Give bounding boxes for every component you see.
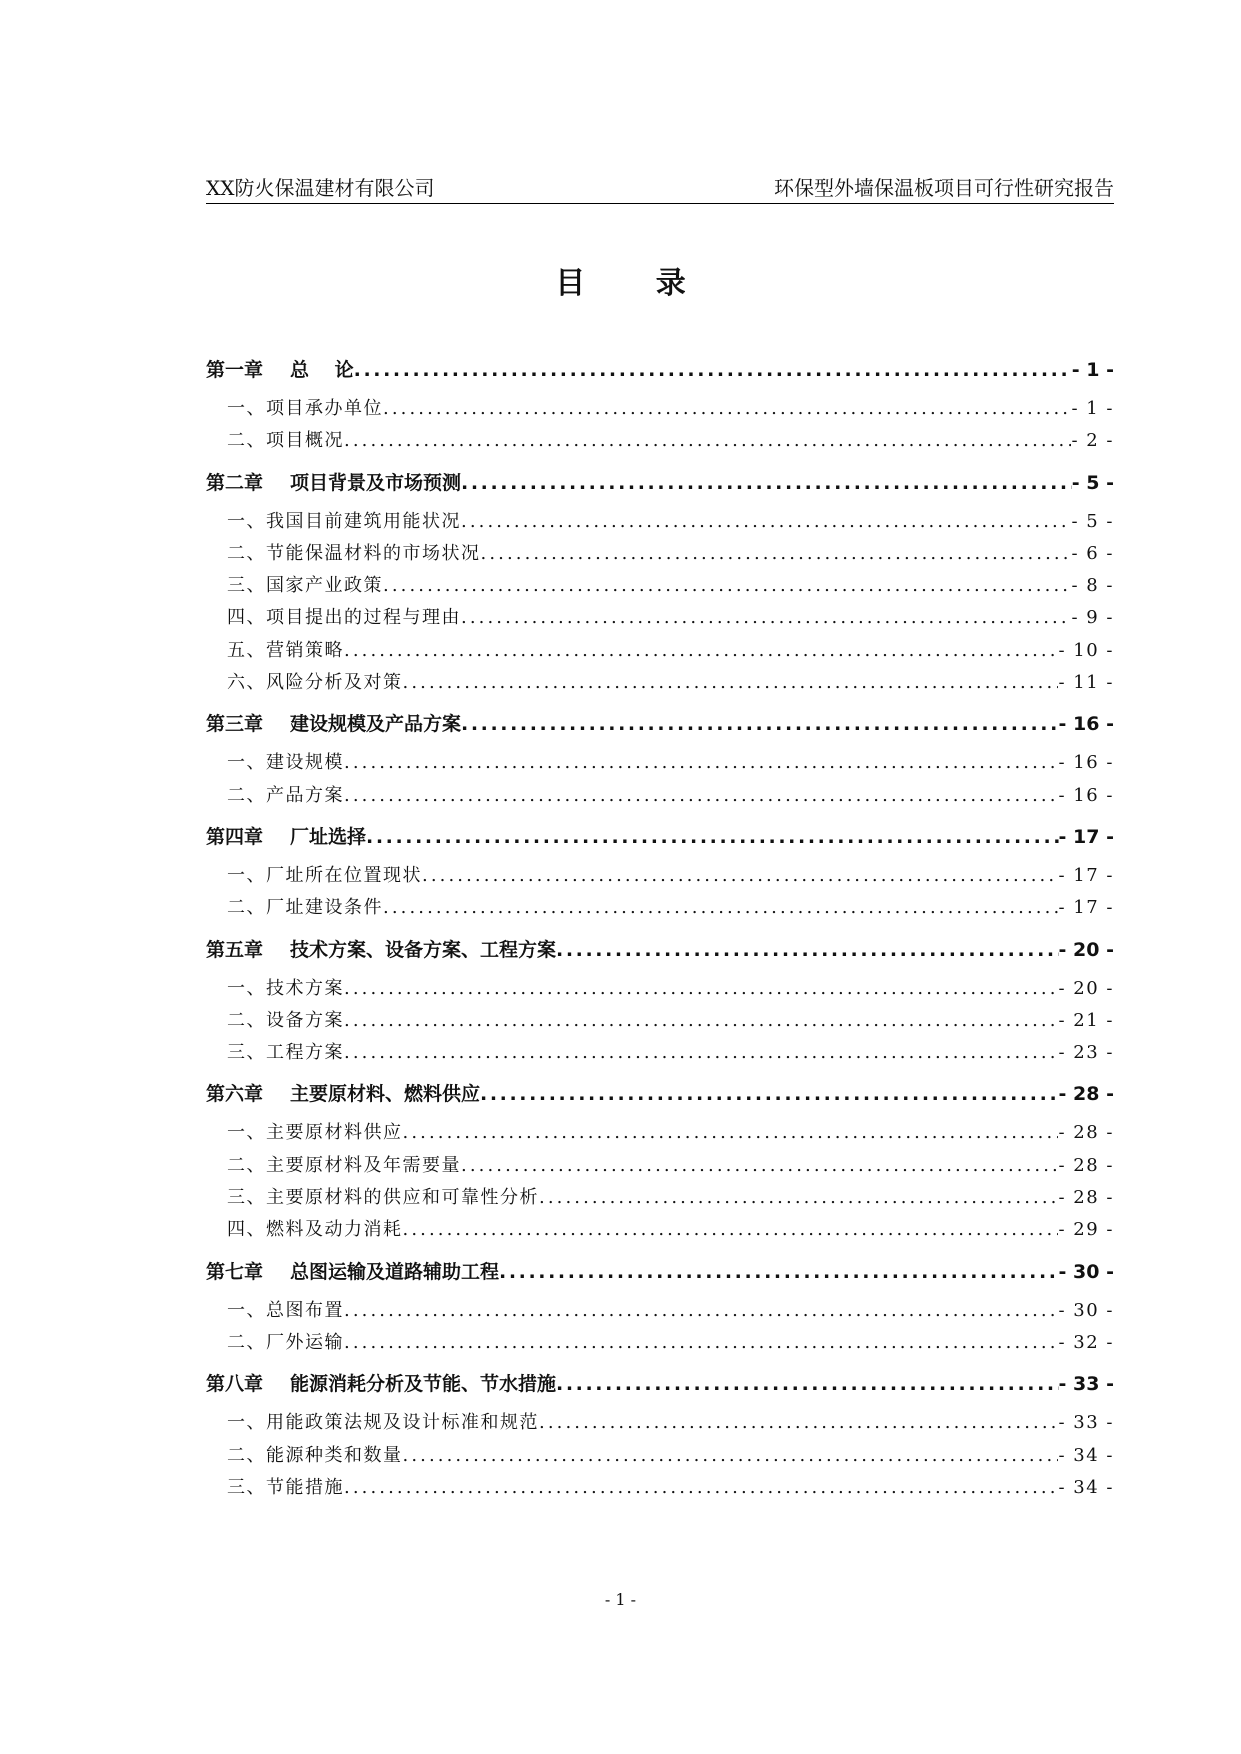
page-number: - 1 - <box>604 1590 637 1609</box>
dot-leader <box>499 1254 1059 1291</box>
toc-section-label: 二、项目概况 <box>227 430 344 452</box>
toc-section-entry[interactable] <box>206 1327 1114 1359</box>
toc-section-entry[interactable] <box>206 1182 1114 1214</box>
toc-chapter-title: 总图运输及道路辅助工程 <box>290 1260 500 1283</box>
toc-section-label: 二、厂外运输 <box>227 1331 344 1353</box>
toc-section-page: - 21 - <box>1058 1009 1114 1031</box>
dot-leader <box>344 1005 1058 1037</box>
toc-section-page: - 28 - <box>1058 1154 1114 1176</box>
toc-chapter-page: - 1 - <box>1071 359 1114 381</box>
dot-leader <box>539 1182 1058 1214</box>
dot-leader <box>344 780 1058 812</box>
toc-section-page: - 23 - <box>1058 1042 1114 1064</box>
toc-section-label: 六、风险分析及对策 <box>227 672 403 694</box>
toc-chapter-number: 第四章 <box>206 825 264 848</box>
toc-chapter-title: 总 论 <box>290 359 354 381</box>
header-company-name: XX防火保温建材有限公司 <box>206 176 435 200</box>
toc-chapter-number: 第二章 <box>206 471 264 494</box>
toc-section-entry[interactable] <box>206 1295 1114 1327</box>
toc-section-label: 四、燃料及动力消耗 <box>227 1219 403 1241</box>
toc-section-label: 一、技术方案 <box>227 977 344 999</box>
dot-leader <box>422 860 1058 892</box>
toc-section-entry[interactable] <box>206 602 1114 634</box>
toc-chapter-number: 第七章 <box>206 1260 264 1283</box>
dot-leader <box>344 1295 1058 1327</box>
dot-leader <box>461 465 1072 502</box>
toc-section-page: - 34 - <box>1058 1444 1114 1466</box>
toc-chapter-page: - 20 - <box>1058 938 1114 961</box>
table-of-contents <box>206 352 1114 1504</box>
toc-chapter-number: 第八章 <box>206 1373 264 1396</box>
toc-chapter-title: 厂址选择 <box>290 825 367 848</box>
toc-section-page: - 29 - <box>1058 1219 1114 1241</box>
dot-leader <box>344 973 1058 1005</box>
toc-chapter-label <box>206 1076 480 1113</box>
toc-chapter-entry[interactable] <box>206 819 1114 856</box>
toc-section-label: 二、厂址建设条件 <box>227 897 383 919</box>
toc-section-entry[interactable] <box>206 747 1114 779</box>
toc-section-page: - 33 - <box>1058 1412 1114 1434</box>
toc-chapter-number: 第五章 <box>206 938 264 961</box>
toc-section-page: - 2 - <box>1071 430 1114 452</box>
toc-chapter-label <box>206 1254 499 1291</box>
toc-section-label: 二、主要原材料及年需要量 <box>227 1154 461 1176</box>
toc-chapter-label <box>206 706 461 743</box>
dot-leader <box>344 1327 1058 1359</box>
toc-section-entry[interactable] <box>206 393 1114 425</box>
toc-chapter-entry[interactable] <box>206 932 1114 969</box>
toc-section-entry[interactable] <box>206 1214 1114 1246</box>
toc-section-entry[interactable] <box>206 1037 1114 1069</box>
toc-section-entry[interactable] <box>206 1472 1114 1504</box>
dot-leader <box>403 1214 1059 1246</box>
toc-section-page: - 1 - <box>1071 398 1114 419</box>
toc-section-page: - 17 - <box>1058 864 1114 886</box>
toc-section-page: - 32 - <box>1058 1331 1114 1353</box>
dot-leader <box>461 506 1071 538</box>
dot-leader <box>403 1117 1059 1149</box>
toc-section-page: - 16 - <box>1058 752 1114 774</box>
dot-leader <box>556 1366 1059 1403</box>
toc-chapter-title: 项目背景及市场预测 <box>290 471 462 494</box>
toc-section-page: - 34 - <box>1058 1476 1114 1498</box>
toc-section-entry[interactable] <box>206 1005 1114 1037</box>
toc-section-entry[interactable] <box>206 973 1114 1005</box>
toc-section-entry[interactable] <box>206 1117 1114 1149</box>
toc-section-page: - 11 - <box>1058 672 1114 694</box>
toc-section-label: 三、国家产业政策 <box>227 575 383 597</box>
toc-section-page: - 28 - <box>1058 1122 1114 1144</box>
toc-section-label: 一、用能政策法规及设计标准和规范 <box>227 1412 539 1434</box>
toc-section-entry[interactable] <box>206 892 1114 924</box>
toc-section-label: 二、能源种类和数量 <box>227 1444 403 1466</box>
toc-section-page: - 30 - <box>1058 1299 1114 1321</box>
toc-section-entry[interactable] <box>206 506 1114 538</box>
toc-section-entry[interactable] <box>206 1440 1114 1472</box>
toc-section-entry[interactable] <box>206 570 1114 602</box>
toc-chapter-page: - 33 - <box>1058 1373 1114 1396</box>
dot-leader <box>461 706 1059 743</box>
dot-leader <box>344 747 1058 779</box>
toc-section-page: - 16 - <box>1058 784 1114 806</box>
dot-leader <box>556 932 1059 969</box>
toc-section-label: 三、节能措施 <box>227 1476 344 1498</box>
toc-chapter-title: 技术方案、设备方案、工程方案 <box>290 938 557 961</box>
dot-leader <box>344 635 1058 667</box>
toc-chapter-page: - 28 - <box>1058 1083 1114 1106</box>
toc-section-label: 二、产品方案 <box>227 784 344 806</box>
toc-section-label: 一、主要原材料供应 <box>227 1122 403 1144</box>
toc-chapter-label <box>206 819 366 856</box>
toc-section-entry[interactable] <box>206 780 1114 812</box>
dot-leader <box>354 352 1072 389</box>
toc-section-entry[interactable] <box>206 1407 1114 1439</box>
toc-chapter-title: 主要原材料、燃料供应 <box>290 1083 481 1106</box>
toc-section-label: 一、建设规模 <box>227 752 344 774</box>
toc-chapter-label <box>206 932 556 969</box>
dot-leader <box>403 1440 1059 1472</box>
toc-chapter-page: - 5 - <box>1071 471 1114 494</box>
toc-section-page: - 5 - <box>1071 510 1114 532</box>
toc-chapter-number: 第六章 <box>206 1083 264 1106</box>
toc-section-label: 二、设备方案 <box>227 1009 344 1031</box>
toc-section-label: 三、工程方案 <box>227 1042 344 1064</box>
dot-leader <box>344 1037 1058 1069</box>
toc-section-entry[interactable] <box>206 860 1114 892</box>
page-header <box>206 175 1114 204</box>
dot-leader <box>383 570 1071 602</box>
toc-chapter-label <box>206 352 354 389</box>
toc-section-page: - 8 - <box>1071 575 1114 597</box>
dot-leader <box>366 819 1059 856</box>
toc-section-page: - 9 - <box>1071 607 1114 629</box>
toc-section-entry[interactable] <box>206 538 1114 570</box>
toc-chapter-entry[interactable] <box>206 352 1114 389</box>
toc-section-entry[interactable] <box>206 667 1114 699</box>
toc-chapter-entry[interactable] <box>206 1076 1114 1113</box>
toc-chapter-entry[interactable] <box>206 1254 1114 1291</box>
dot-leader <box>403 667 1059 699</box>
header-report-title: 环保型外墙保温板项目可行性研究报告 <box>774 176 1114 200</box>
toc-section-page: - 6 - <box>1071 542 1114 564</box>
toc-section-page: - 20 - <box>1058 977 1114 999</box>
toc-title: 目 录 <box>555 266 716 301</box>
toc-chapter-label <box>206 465 461 502</box>
toc-section-label: 一、我国目前建筑用能状况 <box>227 510 461 532</box>
toc-chapter-title: 建设规模及产品方案 <box>290 713 462 736</box>
dot-leader <box>461 602 1071 634</box>
toc-section-label: 一、项目承办单位 <box>227 398 383 419</box>
toc-section-page: - 10 - <box>1058 639 1114 661</box>
dot-leader <box>344 425 1071 457</box>
toc-chapter-page: - 17 - <box>1058 825 1114 848</box>
dot-leader <box>539 1407 1058 1439</box>
toc-chapter-page: - 30 - <box>1058 1260 1114 1283</box>
toc-chapter-label <box>206 1366 556 1403</box>
toc-chapter-title: 能源消耗分析及节能、节水措施 <box>290 1373 557 1396</box>
toc-chapter-entry[interactable] <box>206 1366 1114 1403</box>
toc-section-label: 四、项目提出的过程与理由 <box>227 607 461 629</box>
toc-section-page: - 17 - <box>1058 897 1114 919</box>
dot-leader <box>481 538 1072 570</box>
dot-leader <box>480 1076 1059 1113</box>
toc-chapter-number: 第三章 <box>206 713 264 736</box>
toc-chapter-entry[interactable] <box>206 465 1114 502</box>
toc-chapter-entry[interactable] <box>206 706 1114 743</box>
toc-section-label: 二、节能保温材料的市场状况 <box>227 542 481 564</box>
dot-leader <box>383 892 1058 924</box>
toc-section-entry[interactable] <box>206 635 1114 667</box>
toc-section-label: 一、总图布置 <box>227 1299 344 1321</box>
dot-leader <box>344 1472 1058 1504</box>
toc-chapter-page: - 16 - <box>1058 713 1114 736</box>
dot-leader <box>383 393 1071 425</box>
toc-section-label: 一、厂址所在位置现状 <box>227 864 422 886</box>
dot-leader <box>461 1150 1058 1182</box>
toc-section-page: - 28 - <box>1058 1187 1114 1209</box>
toc-section-label: 三、主要原材料的供应和可靠性分析 <box>227 1187 539 1209</box>
toc-section-label: 五、营销策略 <box>227 639 344 661</box>
toc-section-entry[interactable] <box>206 425 1114 457</box>
toc-section-entry[interactable] <box>206 1150 1114 1182</box>
toc-chapter-number: 第一章 <box>206 359 264 381</box>
